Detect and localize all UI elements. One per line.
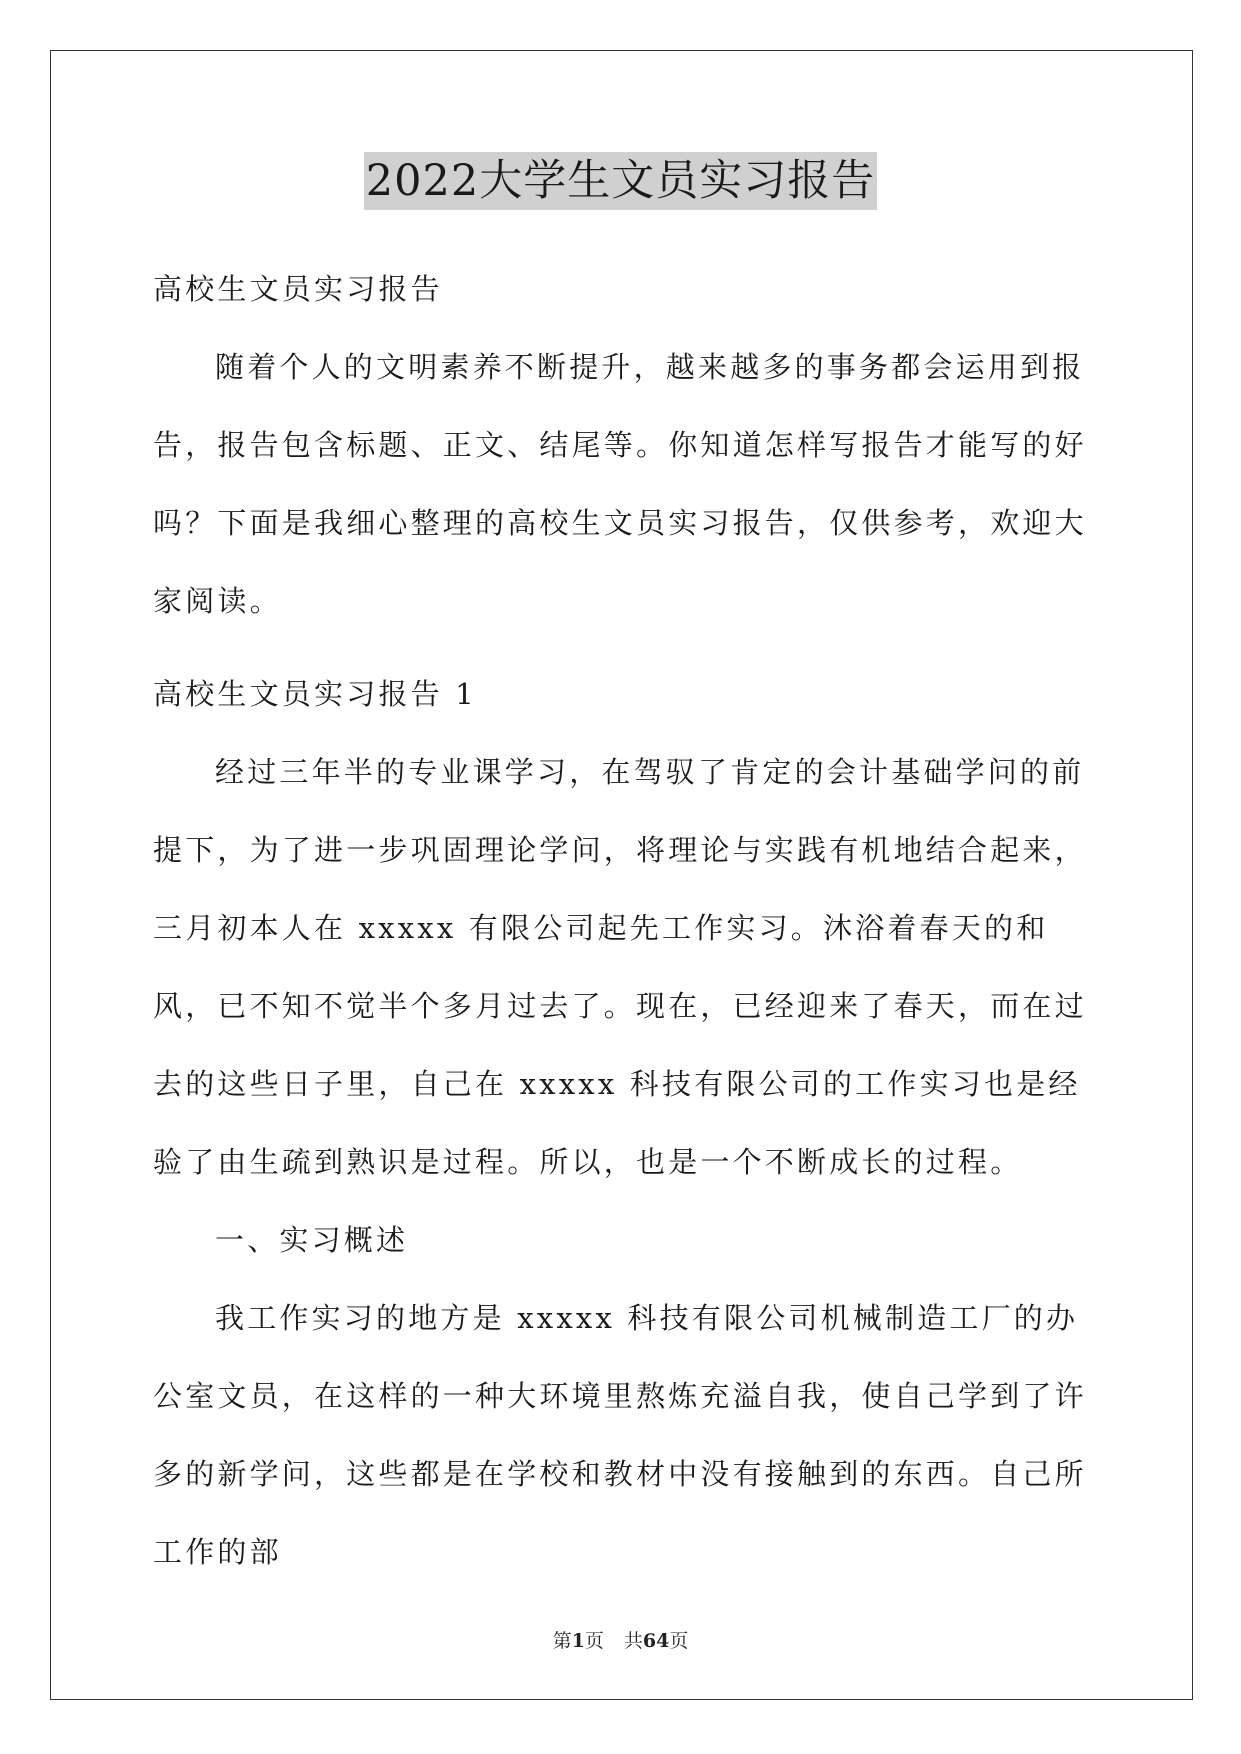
heading-overview: 高校生文员实习报告 [153, 272, 443, 306]
paragraph-1: 经过三年半的专业课学习，在驾驭了肯定的会计基础学问的前提下，为了进一步巩固理论学问，将理论与实践有机地结合起来，三月初本人在 xxxxx 有限公司起先工作实习。沐浴着春天的和风，已不知不觉半个多月过去了。现在，已经迎来了春天，而在过去的这些日子里，自己在 xxxxx 科技有限公司的工作实习也是经验了由生疏到熟识是过程。所以，也是一个不断成长的过程。 [153, 755, 1087, 1179]
page-prefix: 第 [552, 1630, 572, 1652]
page-footer [0, 1626, 1241, 1653]
document-title: 2022大学生文员实习报告 [364, 152, 877, 210]
page-suffix: 页 [584, 1630, 604, 1652]
total-suffix: 页 [669, 1630, 689, 1652]
total-pages: 64 [642, 1630, 670, 1652]
heading-report-1: 高校生文员实习报告 1 [153, 677, 477, 711]
page-number: 1 [571, 1630, 585, 1652]
section-heading-overview: 一、实习概述 [215, 1223, 409, 1257]
title-container [0, 152, 1241, 210]
intro-paragraph: 随着个人的文明素养不断提升，越来越多的事务都会运用到报告，报告包含标题、正文、结尾等。你知道怎样写报告才能写的好吗？下面是我细心整理的高校生文员实习报告，仅供参考，欢迎大家阅读。 [153, 350, 1087, 618]
total-prefix: 共 [623, 1630, 643, 1652]
paragraph-2: 我工作实习的地方是 xxxxx 科技有限公司机械制造工厂的办公室文员，在这样的一种大环境里熬炼充溢自我，使自己学到了许多的新学问，这些都是在学校和教材中没有接触到的东西。自己所工作的部 [153, 1301, 1087, 1569]
